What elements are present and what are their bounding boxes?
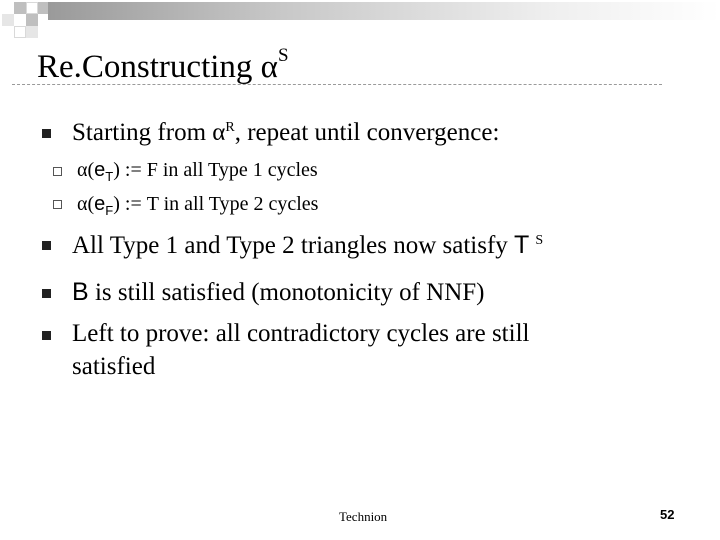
checker-square (2, 14, 14, 26)
bullet-3-post: is still satisfied (monotonicity of NNF) (88, 279, 485, 306)
sub-item-2-alpha: α (77, 193, 88, 215)
checker-square (14, 2, 26, 14)
bullet-1-alpha: α (212, 119, 226, 146)
bullet-2-line: All Type 1 and Type 2 triangles now satisfy (72, 232, 515, 259)
bullet-2-text (72, 229, 543, 266)
sub-item-1-e: e (94, 159, 106, 181)
sub-item-2-sub: F (105, 203, 114, 218)
bullet-1-sup: R (225, 120, 235, 135)
bullet-3-B: B (72, 278, 89, 306)
page-number: 52 (660, 507, 675, 522)
bullet-2-T: T (514, 231, 530, 259)
sub-item-2-open: ( (87, 193, 95, 215)
sub-item-1-alpha: α (77, 159, 88, 181)
sub-item-1-rest: := F in all Type 1 cycles (119, 159, 318, 181)
sub-item-1-open: ( (87, 159, 95, 181)
bullet-3-text (72, 276, 485, 309)
bullet-square-icon (42, 331, 51, 340)
sub-item-1 (77, 157, 318, 185)
title-superscript: S (277, 45, 289, 66)
checker-square (26, 2, 38, 14)
checkbox-icon (53, 167, 62, 176)
slide-title (37, 40, 289, 87)
bullet-4-line-1: Left to prove: all contradictory cycles are still (72, 320, 530, 347)
checker-square (26, 14, 38, 26)
sub-item-2-rest: := T in all Type 2 cycles (119, 193, 319, 215)
bullet-square-icon (42, 129, 51, 138)
title-text: Re.Constructing (37, 49, 261, 85)
bullet-1-text (72, 117, 499, 153)
checker-square (14, 26, 26, 38)
checkbox-icon (53, 200, 62, 209)
sub-item-2 (77, 191, 318, 219)
bullet-2-S: S (535, 233, 544, 248)
header-band (48, 2, 720, 20)
sub-item-2-close: ) (113, 193, 120, 215)
bullet-4-line-2: satisfied (72, 353, 156, 380)
checker-square (26, 26, 38, 38)
bullet-1-post: , repeat until convergence: (234, 119, 500, 146)
sub-item-1-sub: T (105, 169, 114, 184)
bullet-square-icon (42, 289, 51, 298)
sub-item-1-close: ) (113, 159, 120, 181)
bullet-1-pre: Starting from (72, 119, 213, 146)
title-alpha: α (260, 49, 278, 85)
bullet-square-icon (42, 241, 51, 250)
footer-text: Technion (339, 509, 388, 524)
sub-item-2-e: e (94, 193, 106, 215)
